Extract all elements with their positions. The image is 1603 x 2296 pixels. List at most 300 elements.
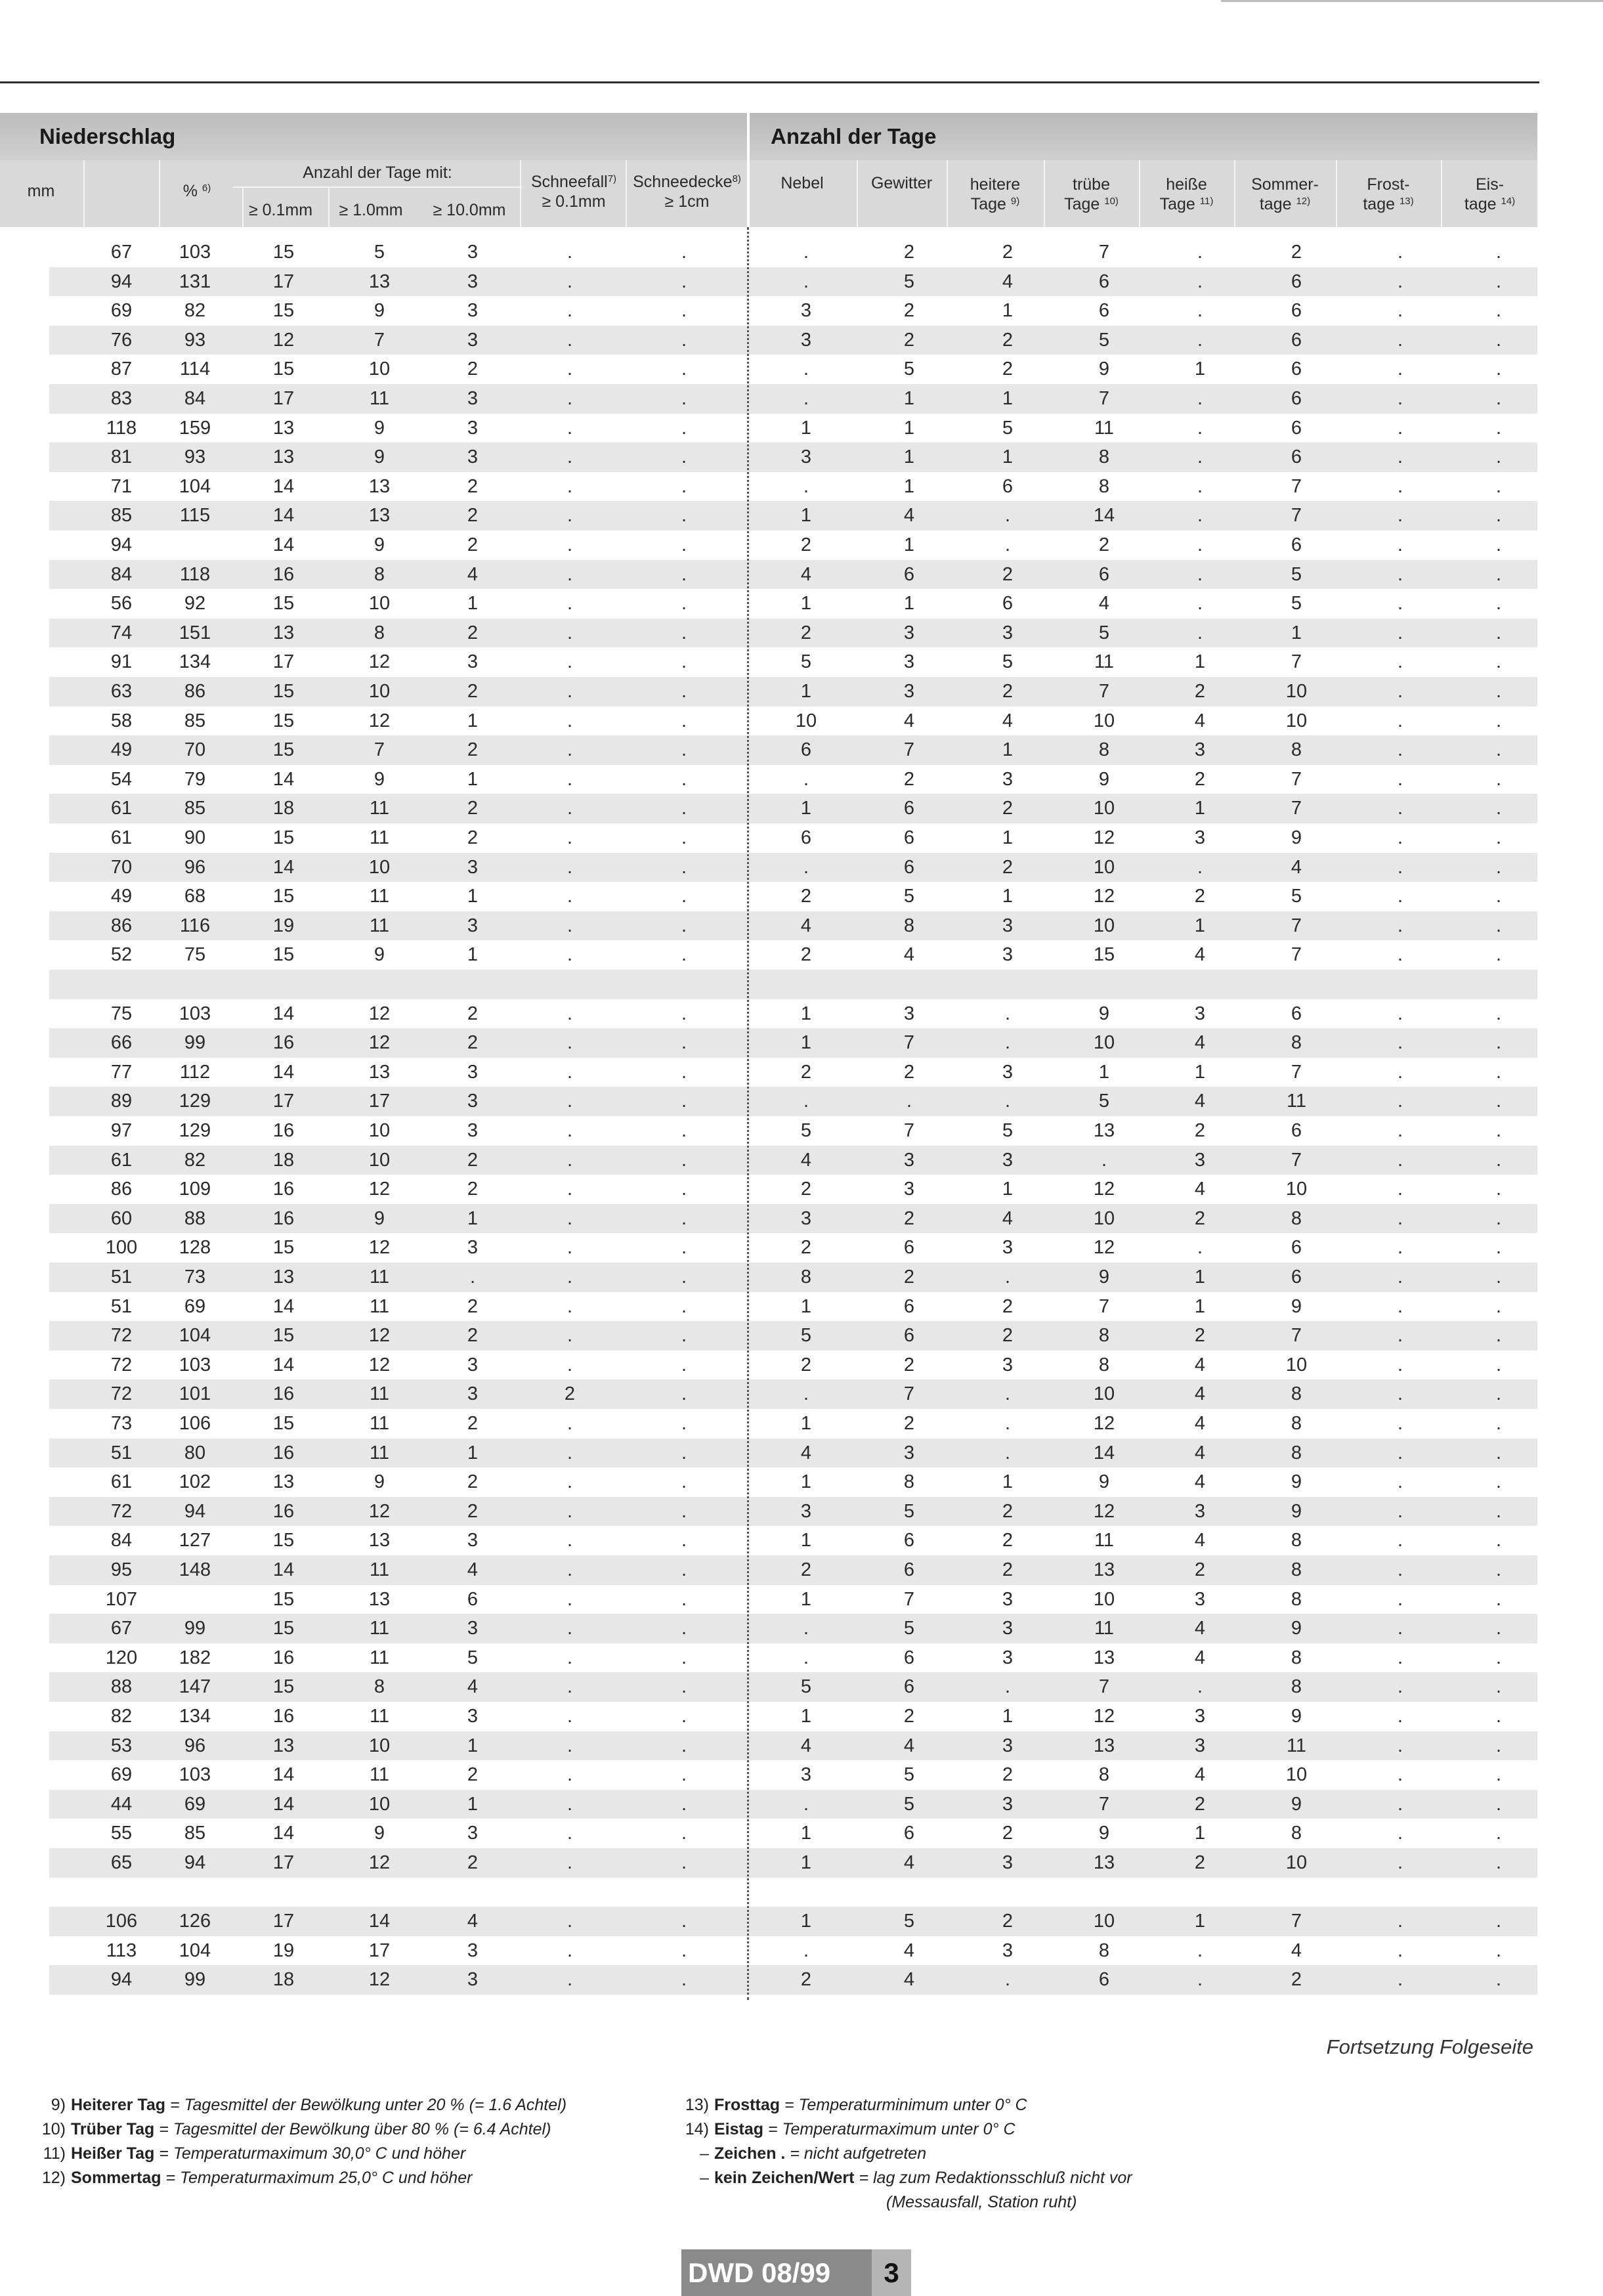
- page-number: 3: [872, 2249, 911, 2296]
- table-cell: 134: [179, 651, 211, 673]
- table-cell: .: [681, 1969, 687, 1991]
- table-cell: .: [1495, 388, 1502, 409]
- table-cell: 15: [272, 739, 295, 761]
- table-row: [49, 355, 1537, 384]
- table-cell: 4: [903, 1735, 915, 1756]
- table-cell: 14: [272, 1061, 295, 1083]
- table-cell: .: [566, 1764, 573, 1786]
- table-cell: .: [1004, 1091, 1011, 1112]
- table-cell: 12: [368, 1003, 391, 1024]
- table-cell: 3: [903, 1442, 915, 1463]
- column-divider: [747, 227, 749, 2000]
- table-cell: 1: [1002, 1471, 1014, 1493]
- table-cell: .: [681, 1647, 687, 1668]
- table-cell: 1: [903, 475, 915, 497]
- table-cell: 6: [1291, 300, 1302, 322]
- table-cell: 1: [903, 446, 915, 468]
- table-cell: .: [1495, 1676, 1502, 1698]
- table-cell: 1: [800, 1003, 812, 1024]
- table-cell: 8: [1291, 1823, 1302, 1844]
- table-cell: .: [1495, 1911, 1502, 1932]
- table-cell: 13: [272, 622, 295, 643]
- table-cell: 4: [1194, 1354, 1206, 1375]
- table-cell: 3: [467, 651, 479, 673]
- table-cell: .: [681, 681, 687, 702]
- table-cell: 2: [1002, 329, 1014, 351]
- table-cell: .: [1495, 1267, 1502, 1288]
- table-cell: 2: [903, 329, 915, 351]
- table-row: [49, 1819, 1537, 1848]
- table-cell: .: [1004, 1442, 1011, 1463]
- table-cell: 5: [1291, 593, 1302, 615]
- table-cell: .: [1101, 1149, 1107, 1171]
- table-cell: 6: [1002, 593, 1014, 615]
- table-cell: .: [1397, 1735, 1403, 1756]
- table-cell: 12: [368, 1969, 391, 1991]
- table-cell: 9: [374, 300, 385, 322]
- table-cell: 5: [1098, 1091, 1110, 1112]
- table-cell: 7: [1291, 915, 1302, 936]
- table-cell: 5: [903, 1793, 915, 1815]
- table-cell: 11: [369, 1647, 390, 1668]
- table-cell: 75: [110, 1003, 133, 1024]
- table-row: [49, 1848, 1537, 1878]
- table-cell: .: [1495, 1383, 1502, 1405]
- table-cell: 2: [1002, 563, 1014, 585]
- header-ge-10-0mm: ≥ 10.0mm: [433, 201, 506, 219]
- table-cell: .: [566, 1618, 573, 1639]
- table-cell: 2: [1002, 1325, 1014, 1347]
- table-cell: .: [681, 1120, 687, 1141]
- continuation-note: Fortsetzung Folgeseite: [1326, 2035, 1533, 2058]
- table-cell: .: [566, 388, 573, 409]
- table-cell: .: [566, 417, 573, 439]
- table-cell: 12: [1093, 1179, 1115, 1200]
- table-cell: .: [681, 505, 687, 527]
- table-cell: 1: [1194, 1911, 1206, 1932]
- table-cell: .: [566, 1120, 573, 1141]
- table-cell: 11: [1286, 1091, 1307, 1112]
- page-badge: [681, 2249, 911, 2296]
- table-cell: 14: [272, 1354, 295, 1375]
- table-cell: 4: [1002, 1207, 1014, 1229]
- table-cell: 1: [1002, 1706, 1014, 1727]
- table-cell: 4: [1194, 1647, 1206, 1668]
- table-cell: 11: [1094, 1530, 1115, 1551]
- table-cell: 76: [110, 329, 133, 351]
- table-cell: .: [906, 1091, 912, 1112]
- table-cell: 2: [903, 1207, 915, 1229]
- table-cell: 1: [1002, 1179, 1014, 1200]
- table-cell: .: [803, 1793, 809, 1815]
- table-cell: 3: [903, 622, 915, 643]
- table-cell: .: [1397, 1325, 1403, 1347]
- table-cell: .: [1397, 886, 1403, 907]
- table-cell: .: [681, 827, 687, 848]
- table-cell: 2: [1002, 1500, 1014, 1522]
- table-cell: 4: [467, 1911, 479, 1932]
- table-cell: 1: [800, 1588, 812, 1610]
- footnote-12: 12) Sommertag = Temperaturmaximum 25,0° C und höher: [41, 2169, 473, 2187]
- table-cell: 3: [467, 856, 479, 878]
- table-cell: 6: [1002, 475, 1014, 497]
- table-cell: .: [566, 1911, 573, 1932]
- table-cell: 69: [184, 1793, 206, 1815]
- table-cell: 1: [903, 593, 915, 615]
- table-cell: .: [681, 710, 687, 731]
- table-cell: .: [566, 1939, 573, 1961]
- table-cell: .: [1004, 1003, 1011, 1024]
- table-cell: 6: [903, 798, 915, 819]
- table-cell: 6: [1291, 1267, 1302, 1288]
- table-cell: 2: [1002, 856, 1014, 878]
- table-cell: 1: [1002, 446, 1014, 468]
- table-cell: .: [681, 1091, 687, 1112]
- table-cell: 1: [800, 1471, 812, 1493]
- table-cell: 15: [272, 1325, 295, 1347]
- table-cell: .: [1495, 1237, 1502, 1259]
- table-cell: 100: [105, 1237, 138, 1259]
- table-row: [49, 1702, 1537, 1731]
- table-cell: 4: [800, 563, 812, 585]
- table-cell: .: [1495, 827, 1502, 848]
- table-cell: 4: [800, 1735, 812, 1756]
- table-cell: .: [681, 915, 687, 936]
- table-cell: .: [566, 1735, 573, 1756]
- table-cell: 1: [1098, 1061, 1110, 1083]
- table-cell: 96: [184, 1735, 206, 1756]
- table-spacer-row: [49, 1878, 1537, 1907]
- table-cell: .: [566, 1530, 573, 1551]
- table-cell: 12: [368, 1500, 391, 1522]
- table-cell: 7: [1291, 1061, 1302, 1083]
- table-cell: 4: [1194, 1413, 1206, 1434]
- table-cell: 13: [1093, 1735, 1115, 1756]
- table-cell: .: [1397, 1823, 1403, 1844]
- table-cell: 4: [800, 1149, 812, 1171]
- table-cell: 3: [1002, 1647, 1014, 1668]
- table-cell: .: [1397, 1207, 1403, 1229]
- table-cell: .: [1004, 505, 1011, 527]
- header-anzahl-tage-mit: Anzahl der Tage mit:: [303, 163, 452, 182]
- table-cell: 11: [369, 1442, 390, 1463]
- table-cell: .: [681, 1852, 687, 1873]
- table-cell: 97: [110, 1120, 133, 1141]
- header-frosttage: Frost- tage $^{13)}$: [1363, 175, 1414, 213]
- table-cell: 2: [1002, 1530, 1014, 1551]
- table-cell: 14: [272, 1003, 295, 1024]
- table-cell: 2: [467, 1852, 479, 1873]
- table-cell: .: [681, 1383, 687, 1405]
- table-cell: 77: [110, 1061, 133, 1083]
- table-cell: 2: [467, 1471, 479, 1493]
- table-cell: .: [1495, 1442, 1502, 1463]
- table-cell: 14: [272, 1295, 295, 1317]
- table-cell: 72: [110, 1383, 133, 1405]
- table-cell: .: [566, 1325, 573, 1347]
- table-cell: 5: [1291, 886, 1302, 907]
- table-cell: 12: [1093, 1237, 1115, 1259]
- table-cell: 86: [110, 915, 133, 936]
- table-cell: 3: [467, 1237, 479, 1259]
- table-cell: 9: [1291, 1295, 1302, 1317]
- table-cell: 4: [1194, 1530, 1206, 1551]
- table-cell: 103: [179, 1764, 211, 1786]
- table-row: [49, 1263, 1537, 1292]
- table-cell: .: [566, 1471, 573, 1493]
- table-cell: 7: [1098, 1295, 1110, 1317]
- table-row: [49, 1409, 1537, 1439]
- table-cell: .: [1197, 475, 1203, 497]
- table-cell: .: [566, 651, 573, 673]
- table-cell: 11: [369, 1267, 390, 1288]
- table-cell: 103: [179, 1003, 211, 1024]
- table-cell: .: [681, 1588, 687, 1610]
- table-cell: 14: [272, 475, 295, 497]
- table-cell: .: [1397, 593, 1403, 615]
- table-cell: .: [1397, 329, 1403, 351]
- table-cell: .: [1397, 1413, 1403, 1434]
- table-cell: 10: [1285, 681, 1308, 702]
- table-cell: 15: [272, 681, 295, 702]
- table-cell: 14: [272, 856, 295, 878]
- table-cell: 13: [368, 271, 391, 292]
- table-cell: .: [1397, 1237, 1403, 1259]
- table-cell: 3: [1002, 1061, 1014, 1083]
- table-cell: 4: [1002, 271, 1014, 292]
- table-cell: 9: [1098, 768, 1110, 790]
- table-cell: 9: [374, 417, 385, 439]
- table-cell: .: [1004, 534, 1011, 555]
- table-cell: 8: [1291, 739, 1302, 761]
- table-cell: 72: [110, 1354, 133, 1375]
- table-cell: .: [1495, 1295, 1502, 1317]
- table-cell: .: [1495, 242, 1502, 263]
- table-cell: 2: [467, 1179, 479, 1200]
- table-cell: .: [566, 710, 573, 731]
- table-cell: 2: [1002, 358, 1014, 380]
- table-cell: 3: [800, 1764, 812, 1786]
- table-cell: .: [1397, 1530, 1403, 1551]
- table-cell: 5: [1002, 417, 1014, 439]
- table-cell: .: [566, 593, 573, 615]
- table-cell: .: [803, 1618, 809, 1639]
- table-cell: 1: [800, 593, 812, 615]
- table-row: [49, 1028, 1537, 1058]
- table-cell: 5: [374, 242, 385, 263]
- table-row: [49, 1204, 1537, 1234]
- table-cell: .: [469, 1267, 476, 1288]
- table-cell: 7: [903, 1032, 915, 1054]
- table-cell: 6: [903, 1237, 915, 1259]
- table-cell: 8: [800, 1267, 812, 1288]
- table-cell: 4: [1194, 1091, 1206, 1112]
- table-cell: 11: [1094, 417, 1115, 439]
- table-cell: 7: [1098, 242, 1110, 263]
- table-cell: 7: [1291, 1325, 1302, 1347]
- table-cell: .: [1397, 563, 1403, 585]
- table-cell: 11: [369, 1559, 390, 1580]
- table-cell: 58: [110, 710, 133, 731]
- table-cell: .: [1397, 856, 1403, 878]
- table-cell: 16: [272, 563, 295, 585]
- table-cell: 3: [903, 1149, 915, 1171]
- table-cell: 61: [110, 1471, 133, 1493]
- table-cell: 13: [1093, 1120, 1115, 1141]
- table-cell: 106: [179, 1413, 211, 1434]
- table-cell: .: [1495, 1003, 1502, 1024]
- table-cell: .: [1397, 739, 1403, 761]
- table-cell: 5: [903, 1911, 915, 1932]
- table-row: [49, 531, 1537, 560]
- table-cell: 12: [368, 651, 391, 673]
- table-cell: 10: [1285, 1179, 1308, 1200]
- table-cell: 94: [184, 1500, 206, 1522]
- table-cell: 2: [467, 1413, 479, 1434]
- table-cell: 44: [110, 1793, 133, 1815]
- table-cell: 13: [368, 1061, 391, 1083]
- table-cell: 18: [272, 1149, 295, 1171]
- table-cell: 71: [110, 475, 133, 497]
- table-cell: 55: [110, 1823, 133, 1844]
- table-cell: .: [566, 1588, 573, 1610]
- table-cell: 3: [467, 1969, 479, 1991]
- table-cell: .: [1495, 1735, 1502, 1756]
- table-cell: .: [681, 475, 687, 497]
- footnote-kein-zeichen: – kein Zeichen/Wert = lag zum Redaktionsschluß nicht vor: [700, 2169, 1132, 2187]
- table-cell: .: [1495, 358, 1502, 380]
- table-cell: 10: [368, 1120, 391, 1141]
- table-cell: 1: [1194, 651, 1206, 673]
- table-cell: .: [1397, 1559, 1403, 1580]
- table-cell: 92: [184, 593, 206, 615]
- footnotes-left: [20, 2093, 566, 2190]
- table-cell: 69: [184, 1295, 206, 1317]
- table-cell: 2: [903, 1061, 915, 1083]
- table-cell: .: [1397, 1706, 1403, 1727]
- table-row: [49, 267, 1537, 297]
- table-row: [49, 765, 1537, 794]
- table-cell: 2: [1002, 1764, 1014, 1786]
- table-cell: 2: [467, 827, 479, 848]
- table-cell: 129: [179, 1120, 211, 1141]
- table-cell: 1: [467, 1735, 479, 1756]
- table-cell: 4: [903, 710, 915, 731]
- table-cell: .: [1397, 1793, 1403, 1815]
- table-cell: 12: [1093, 1706, 1115, 1727]
- table-cell: 11: [369, 1383, 390, 1405]
- table-cell: .: [1397, 1471, 1403, 1493]
- table-cell: .: [1004, 1969, 1011, 1991]
- table-cell: 15: [272, 1618, 295, 1639]
- table-cell: 1: [467, 1793, 479, 1815]
- table-cell: 1: [800, 1852, 812, 1873]
- table-cell: 15: [272, 1530, 295, 1551]
- table-cell: 4: [1098, 593, 1110, 615]
- table-cell: .: [566, 915, 573, 936]
- table-cell: .: [1495, 856, 1502, 878]
- table-cell: 9: [374, 1823, 385, 1844]
- table-cell: 118: [106, 417, 137, 439]
- table-cell: 6: [1291, 1003, 1302, 1024]
- table-row: [49, 326, 1537, 355]
- table-cell: 5: [1002, 651, 1014, 673]
- header-eistage: Eis- tage $^{14)}$: [1464, 175, 1516, 213]
- table-cell: .: [566, 475, 573, 497]
- table-cell: .: [681, 1442, 687, 1463]
- table-cell: .: [1495, 563, 1502, 585]
- table-cell: 3: [1194, 1706, 1206, 1727]
- table-cell: 5: [800, 1676, 812, 1698]
- table-cell: .: [1397, 358, 1403, 380]
- table-cell: .: [1495, 1618, 1502, 1639]
- table-cell: 3: [1194, 1588, 1206, 1610]
- table-cell: .: [1495, 1706, 1502, 1727]
- table-cell: .: [681, 1500, 687, 1522]
- table-cell: 3: [1002, 1149, 1014, 1171]
- table-cell: .: [566, 1091, 573, 1112]
- table-cell: 2: [1291, 242, 1302, 263]
- table-cell: 10: [1285, 1354, 1308, 1375]
- table-cell: 2: [467, 358, 479, 380]
- table-cell: 1: [800, 1295, 812, 1317]
- table-cell: 6: [903, 1530, 915, 1551]
- table-cell: .: [566, 739, 573, 761]
- table-cell: 9: [374, 1207, 385, 1229]
- table-cell: 85: [184, 710, 206, 731]
- table-cell: 2: [1194, 681, 1206, 702]
- table-cell: 9: [374, 768, 385, 790]
- table-cell: 6: [1098, 271, 1110, 292]
- table-row: [49, 1965, 1537, 1995]
- table-cell: 15: [272, 1413, 295, 1434]
- table-cell: .: [681, 1559, 687, 1580]
- table-cell: 2: [467, 534, 479, 555]
- table-cell: .: [566, 446, 573, 468]
- table-cell: .: [1397, 1647, 1403, 1668]
- table-cell: .: [1495, 1852, 1502, 1873]
- table-row: [49, 911, 1537, 941]
- table-cell: 4: [1194, 944, 1206, 966]
- table-cell: 112: [179, 1061, 211, 1083]
- table-cell: .: [1004, 1383, 1011, 1405]
- table-cell: .: [1495, 1793, 1502, 1815]
- table-cell: 3: [467, 1706, 479, 1727]
- table-cell: .: [566, 1413, 573, 1434]
- table-cell: 13: [272, 1735, 295, 1756]
- table-cell: .: [681, 1207, 687, 1229]
- table-cell: 15: [272, 1588, 295, 1610]
- table-cell: 1: [467, 593, 479, 615]
- table-cell: .: [1197, 388, 1203, 409]
- table-cell: [162, 1585, 228, 1614]
- table-cell: .: [803, 1383, 809, 1405]
- table-cell: 13: [368, 475, 391, 497]
- table-cell: 128: [179, 1237, 211, 1259]
- table-cell: 7: [1291, 651, 1302, 673]
- table-cell: 8: [1291, 1413, 1302, 1434]
- table-cell: 104: [179, 1325, 211, 1347]
- table-cell: 11: [1094, 651, 1115, 673]
- table-cell: 6: [1291, 417, 1302, 439]
- table-cell: 61: [110, 1149, 133, 1171]
- table-cell: 10: [1285, 710, 1308, 731]
- table-cell: .: [1495, 1032, 1502, 1054]
- table-cell: .: [1397, 505, 1403, 527]
- table-cell: 83: [110, 388, 133, 409]
- table-cell: 7: [1291, 798, 1302, 819]
- table-cell: 2: [467, 739, 479, 761]
